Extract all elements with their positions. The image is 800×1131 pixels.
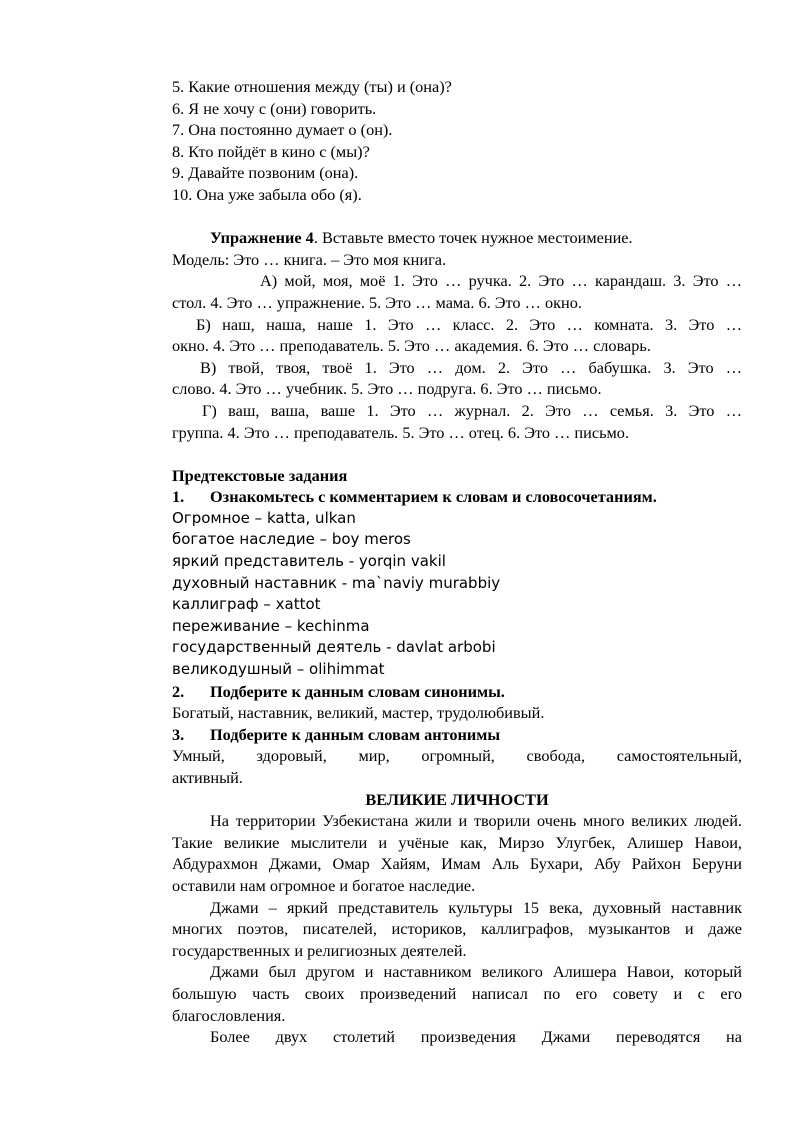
task-3-words-line: Умный, здоровый, мир, огромный, свобода, самостоятельный,	[172, 746, 742, 766]
exercise-4-part-g-line: группа. 4. Это … преподаватель. 5. Это … отец. 6. Это … письмо.	[172, 422, 630, 442]
exercise-4-title: Упражнение 4	[210, 228, 314, 248]
text-paragraph: Джами был другом и наставником великого Алишера Навои, который большую часть своих произведений написал по его совету и с его благословления.	[172, 962, 742, 1025]
document-page	[172, 76, 742, 1048]
text-title: ВЕЛИКИЕ ЛИЧНОСТИ	[365, 789, 549, 809]
task-3-text: Подберите к данным словам антонимы	[210, 724, 501, 744]
reading-text	[172, 789, 742, 1048]
glossary-item: каллиграф – xattot	[172, 595, 321, 614]
list-item: 7. Она постоянно думает о (он).	[172, 120, 393, 140]
exercise-4-heading	[172, 227, 742, 249]
text-paragraph: На территории Узбекистана жили и творили очень много великих людей. Такие великие мыслители и учёные как, Мирзо Улугбек, Алишер Навои, Абдурахмон Джами, Омар Хайям, Имам Аль Бухари, Абу Райхон Беруни оставили нам огромное и богатое наследие.	[172, 811, 742, 895]
pretext-heading: Предтекстовые задания	[172, 465, 348, 485]
exercise-4-part-a-line: стол. 4. Это … упражнение. 5. Это … мама. 6. Это … окно.	[172, 292, 582, 312]
task-3	[172, 724, 742, 746]
exercise-4-instruction: . Вставьте вместо точек нужное местоимение.	[313, 228, 633, 248]
exercise-4-part-a-line: А) мой, моя, моё 1. Это … ручка. 2. Это … карандаш. 3. Это …	[260, 271, 742, 291]
exercise-4-part-b-line: Б) наш, наша, наше 1. Это … класс. 2. Это … комната. 3. Это …	[196, 314, 742, 334]
task-3-number: 3.	[172, 724, 185, 744]
exercise-4-model: Модель: Это … книга. – Это моя книга.	[172, 249, 447, 269]
glossary-item: яркий представитель - yorqin vakil	[172, 552, 446, 571]
text-paragraph-start: Более двух столетий произведения Джами переводятся на	[210, 1027, 742, 1047]
task-1-number: 1.	[172, 487, 185, 507]
exercise-4-part-v-line: слово. 4. Это … учебник. 5. Это … подруга. 6. Это … письмо.	[172, 379, 602, 399]
task-2-text: Подберите к данным словам синонимы.	[210, 681, 505, 701]
glossary-item: великодушный – olihimmat	[172, 660, 385, 679]
task-3-words-line: активный.	[172, 768, 243, 787]
list-item: 6. Я не хочу с (они) говорить.	[172, 98, 377, 118]
exercise-4-part-v-line: В) твой, твоя, твоё 1. Это … дом. 2. Это … бабушка. 3. Это …	[200, 357, 742, 377]
task-1-text: Ознакомьтесь с комментарием к словам и словосочетаниям.	[210, 487, 657, 507]
list-item: 9. Давайте позвоним (она).	[172, 163, 359, 183]
exercise-4-part-b-line: окно. 4. Это … преподаватель. 5. Это … академия. 6. Это … словарь.	[172, 336, 651, 356]
task-2-number: 2.	[172, 681, 185, 701]
task-2-words: Богатый, наставник, великий, мастер, трудолюбивый.	[172, 703, 545, 723]
task-1	[172, 486, 742, 508]
glossary-item: богатое наследие – boy meros	[172, 530, 411, 549]
exercise-4-part-g-line: Г) ваш, ваша, ваше 1. Это … журнал. 2. Это … семья. 3. Это …	[202, 400, 742, 420]
list-item: 5. Какие отношения между (ты) и (она)?	[172, 77, 452, 96]
text-paragraph: Джами – яркий представитель культуры 15 века, духовный наставник многих поэтов, писателей, историков, каллиграфов, музыкантов и даже государственных и религиозных деятелей.	[172, 897, 742, 960]
glossary-item: переживание – kechinma	[172, 616, 370, 635]
glossary-item: духовный наставник - ma`naviy murabbiy	[172, 573, 501, 592]
pretext-tasks	[172, 465, 742, 789]
exercise-list	[172, 76, 742, 206]
list-item: 8. Кто пойдёт в кино с (мы)?	[172, 141, 370, 161]
glossary-item: государственный деятель - davlat arbobi	[172, 638, 496, 657]
list-item: 10. Она уже забыла обо (я).	[172, 184, 362, 204]
exercise-4	[172, 227, 742, 443]
glossary-item: Огромное – katta, ulkan	[172, 508, 356, 527]
task-2	[172, 681, 742, 703]
